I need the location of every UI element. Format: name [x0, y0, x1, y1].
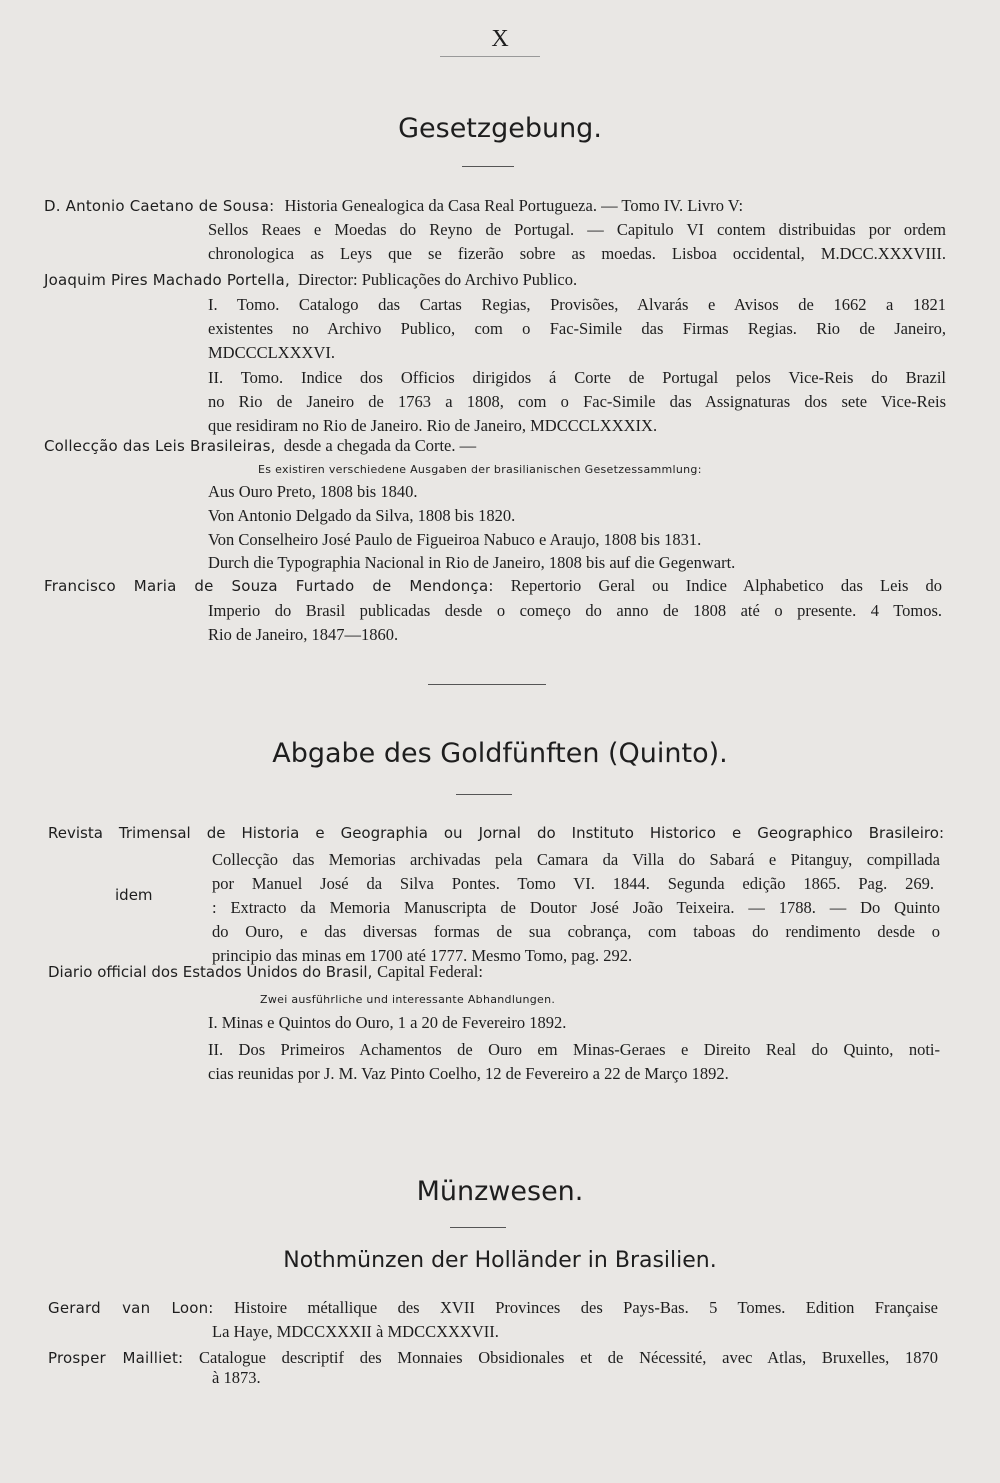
entry-line: que residiram no Rio de Janeiro. Rio de Janeiro, MDCCCLXXXIX.	[208, 416, 658, 435]
entry-mailliet	[48, 1348, 938, 1368]
entry-text: Director: Publicações do Archivo Publico.	[298, 270, 578, 289]
entry-line: Collecção das Memorias archivadas pela Camara da Villa do Sabará e Pitanguy, compillada	[212, 850, 940, 869]
entry-line: I. Tomo. Catalogo das Cartas Regias, Provisões, Alvarás e Avisos de 1662 a 1821	[208, 295, 946, 314]
entry-van-loon	[48, 1298, 938, 1318]
entry-line: II. Tomo. Indice dos Officios dirigidos á Corte de Portugal pelos Vice-Reis do Brazil	[208, 368, 946, 387]
entry-line: Durch die Typographia Nacional in Rio de Janeiro, 1808 bis auf die Gegenwart.	[208, 553, 736, 572]
header-rule	[440, 56, 540, 57]
entry-line: à 1873.	[212, 1368, 261, 1387]
entry-author: Revista Trimensal	[48, 824, 191, 842]
subsection-title: Nothmünzen der Holländer in Brasilien.	[283, 1248, 717, 1273]
entry-revista	[48, 823, 944, 843]
entry-text: Capital Federal:	[377, 962, 483, 981]
entry-line: : Extracto da Memoria Manuscripta de Doutor José João Teixeira. — 1788. — Do Quinto	[212, 898, 940, 917]
entry-text: Repertorio Geral ou Indice Alphabetico das Leis do	[510, 576, 943, 595]
entry-author: Gerard van Loon:	[48, 1299, 214, 1317]
entry-line: no Rio de Janeiro de 1763 a 1808, com o Fac-Simile das Assignaturas dos sete Vice-Reis	[208, 392, 946, 411]
section-title-muenzwesen: Münzwesen.	[416, 1176, 584, 1207]
entry-collecao	[44, 436, 476, 456]
entry-mendonca	[44, 576, 942, 596]
entry-text: de Historia e Geographia ou Jornal do Instituto Historico e Geographico Brasileiro:	[206, 824, 944, 842]
entry-line: cias reunidas por J. M. Vaz Pinto Coelho, 12 de Fevereiro a 22 de Março 1892.	[208, 1064, 729, 1083]
section-divider	[456, 794, 512, 795]
entry-line: existentes no Archivo Publico, com o Fac-Simile das Firmas Regias. Rio de Janeiro,	[208, 319, 946, 338]
entry-author: Francisco Maria de Souza Furtado de Mendonça:	[44, 577, 494, 595]
section-separator	[428, 684, 546, 685]
entry-line: Aus Ouro Preto, 1808 bis 1840.	[208, 482, 418, 501]
entry-line: principio das minas em 1700 até 1777. Mesmo Tomo, pag. 292.	[212, 946, 633, 965]
entry-note: Zwei ausführliche und interessante Abhandlungen.	[260, 993, 556, 1006]
section-title-gesetzgebung: Gesetzgebung.	[398, 113, 602, 144]
entry-note: Es existiren verschiedene Ausgaben der brasilianischen Gesetzessammlung:	[258, 463, 702, 476]
entry-text: Histoire métallique des XVII Provinces des Pays-Bas. 5 Tomes. Edition Française	[233, 1298, 938, 1317]
entry-author: D. Antonio Caetano de Sousa:	[44, 197, 275, 215]
entry-line: I. Minas e Quintos do Ouro, 1 a 20 de Fevereiro 1892.	[208, 1013, 567, 1032]
entry-line: por Manuel José da Silva Pontes. Tomo VI. 1844. Segunda edição 1865. Pag. 269.	[212, 874, 934, 893]
entry-line: II. Dos Primeiros Achamentos de Ouro em Minas-Geraes e Direito Real do Quinto, noti-	[208, 1040, 940, 1059]
entry-line: La Haye, MDCCXXXII à MDCCXXXVII.	[212, 1322, 499, 1341]
entry-author: Diario official dos	[48, 963, 178, 981]
entry-line: Sellos Reaes e Moedas do Reyno de Portugal. — Capitulo VI contem distribuidas por ordem	[208, 220, 946, 239]
entry-author: Joaquim Pires Machado Portella,	[44, 271, 290, 289]
entry-line: chronologica as Leys que se fizerão sobre as moedas. Lisboa occidental, M.DCC.XXXVIII.	[208, 244, 946, 263]
entry-author: Estados Unidos do Brasil,	[182, 963, 373, 981]
entry-author: Collecção das Leis Brasileiras,	[44, 437, 276, 455]
page-number: X	[491, 26, 509, 52]
entry-text: Catalogue descriptif des Monnaies Obsidionales et de Nécessité, avec Atlas, Bruxelles, 1870	[199, 1348, 939, 1367]
entry-line: Imperio do Brasil publicadas desde o começo do anno de 1808 até o presente. 4 Tomos.	[208, 601, 942, 620]
section-title-abgabe: Abgabe des Goldfünften (Quinto).	[272, 738, 728, 769]
entry-line: Von Conselheiro José Paulo de Figueiroa Nabuco e Araujo, 1808 bis 1831.	[208, 530, 702, 549]
entry-portella	[44, 270, 577, 290]
entry-line: do Ouro, e das diversas formas de sua cobrança, com taboas do rendimento desde o	[212, 922, 940, 941]
entry-line: Rio de Janeiro, 1847—1860.	[208, 625, 399, 644]
entry-author: Prosper Mailliet:	[48, 1349, 184, 1367]
section-divider	[462, 166, 514, 167]
entry-text: desde a chegada da Corte. —	[283, 436, 477, 455]
entry-sousa	[44, 196, 946, 216]
entry-diario	[48, 962, 483, 982]
entry-line: Von Antonio Delgado da Silva, 1808 bis 1820.	[208, 506, 516, 525]
entry-line: MDCCCLXXXVI.	[208, 343, 335, 362]
section-divider	[450, 1227, 506, 1228]
entry-text: Historia Genealogica da Casa Real Portugueza. — Tomo IV. Livro V:	[284, 196, 744, 215]
entry-idem: idem	[115, 886, 153, 904]
